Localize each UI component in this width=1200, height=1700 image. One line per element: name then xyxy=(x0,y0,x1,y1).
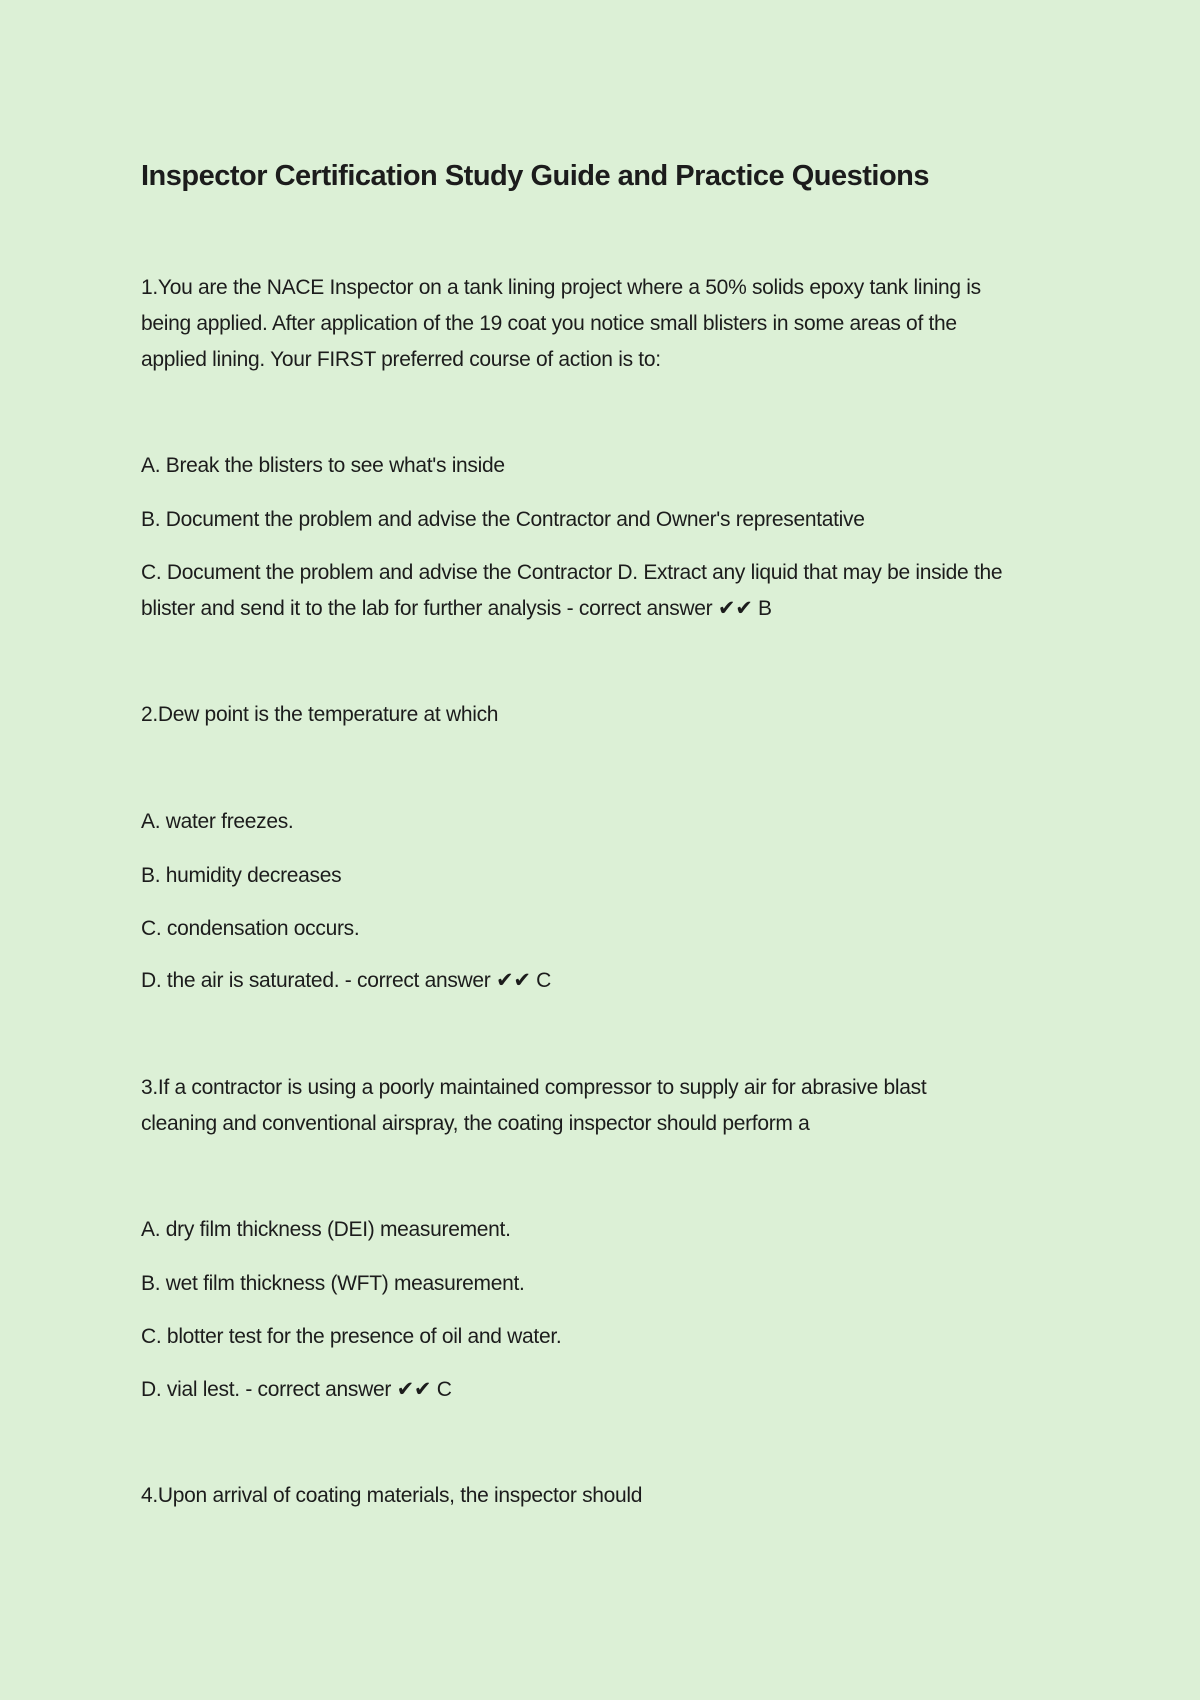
question-2-option-b: B. humidity decreases xyxy=(141,864,342,887)
question-3-option-d: D. vial lest. - correct answer ✔✔ C xyxy=(141,1378,452,1401)
question-1-option-cd-line-2: blister and send it to the lab for further analysis - correct answer ✔✔ B xyxy=(141,597,772,620)
question-3-option-c: C. blotter test for the presence of oil and water. xyxy=(141,1325,562,1348)
question-3-prompt-line-2: cleaning and conventional airspray, the coating inspector should perform a xyxy=(141,1112,810,1135)
question-4-prompt: 4.Upon arrival of coating materials, the inspector should xyxy=(141,1484,643,1507)
question-2-option-c: C. condensation occurs. xyxy=(141,917,360,940)
question-3-prompt-line-1: 3.If a contractor is using a poorly maintained compressor to supply air for abrasive blast xyxy=(141,1076,927,1099)
page-title: Inspector Certification Study Guide and Practice Questions xyxy=(141,160,929,192)
question-1-option-cd-line-1: C. Document the problem and advise the Contractor D. Extract any liquid that may be inside the xyxy=(141,561,1003,584)
question-1-prompt-line-3: applied lining. Your FIRST preferred course of action is to: xyxy=(141,348,661,371)
question-1-prompt-line-1: 1.You are the NACE Inspector on a tank lining project where a 50% solids epoxy tank lining is xyxy=(141,276,981,299)
question-2-option-a: A. water freezes. xyxy=(141,810,294,833)
question-1-prompt-line-2: being applied. After application of the 19 coat you notice small blisters in some areas of the xyxy=(141,312,957,335)
question-1-option-b: B. Document the problem and advise the Contractor and Owner's representative xyxy=(141,508,865,531)
question-3-option-b: B. wet film thickness (WFT) measurement. xyxy=(141,1272,525,1295)
question-2-prompt: 2.Dew point is the temperature at which xyxy=(141,703,499,726)
question-3-option-a: A. dry film thickness (DEI) measurement. xyxy=(141,1218,511,1241)
question-2-option-d: D. the air is saturated. - correct answer ✔✔ C xyxy=(141,969,552,992)
question-1-option-a: A. Break the blisters to see what's inside xyxy=(141,454,505,477)
